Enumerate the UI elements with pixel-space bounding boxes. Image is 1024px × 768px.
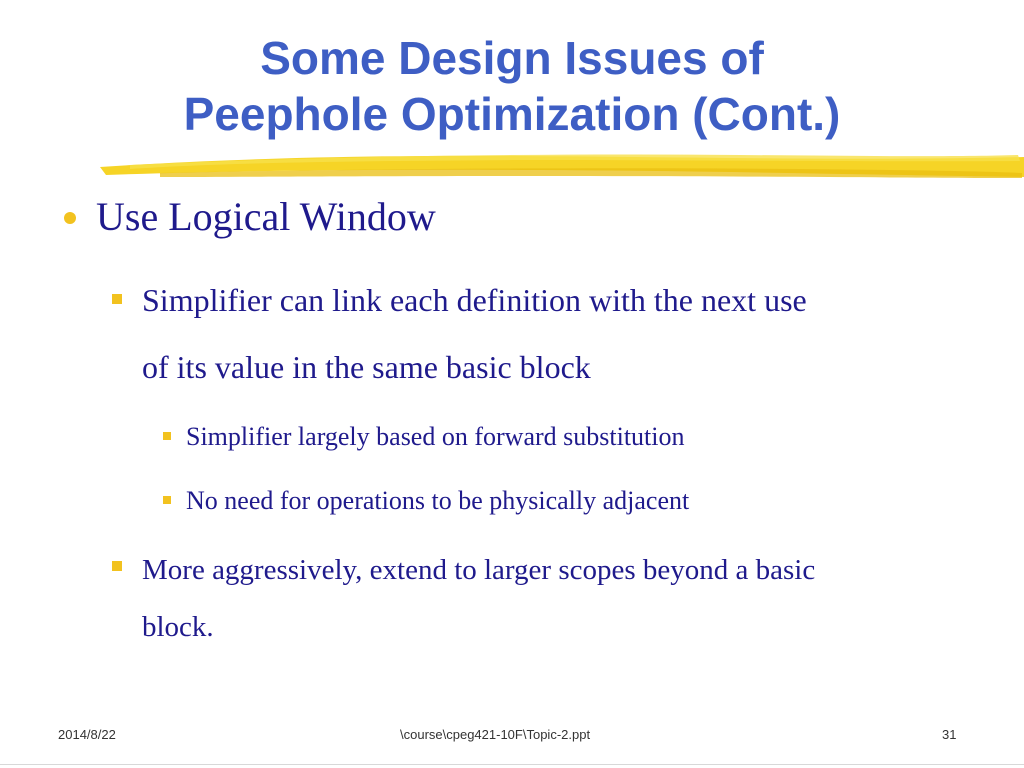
brush-stroke-underline-icon — [100, 145, 1024, 193]
footer-date: 2014/8/22 — [58, 727, 116, 742]
square-bullet-icon — [112, 561, 122, 571]
round-bullet-icon — [64, 212, 76, 224]
slide-title-line1: Some Design Issues of — [260, 32, 764, 84]
bullet-larger-scopes-line1: More aggressively, extend to larger scopes beyond a basic — [142, 554, 816, 586]
footer-page-number: 31 — [942, 727, 957, 742]
square-bullet-icon — [112, 294, 122, 304]
bottom-divider — [0, 764, 1024, 765]
bullet-use-logical-window: Use Logical Window — [96, 194, 436, 239]
square-bullet-icon — [163, 496, 171, 504]
footer-file-path: \course\cpeg421-10F\Topic-2.ppt — [400, 727, 591, 742]
slide-title — [0, 30, 1024, 142]
bullet-simplifier-link-line2: of its value in the same basic block — [142, 349, 591, 385]
bullet-larger-scopes-line2: block. — [142, 611, 214, 643]
bullet-not-adjacent: No need for operations to be physically adjacent — [186, 486, 690, 515]
bullet-simplifier-link-line1: Simplifier can link each definition with the next use — [142, 282, 807, 318]
bullet-forward-substitution: Simplifier largely based on forward substitution — [186, 422, 685, 451]
square-bullet-icon — [163, 432, 171, 440]
slide-title-line2: Peephole Optimization (Cont.) — [183, 88, 841, 140]
